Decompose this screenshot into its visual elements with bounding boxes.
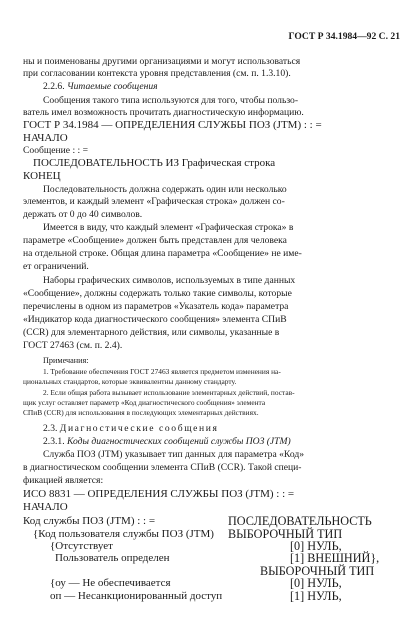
note-line: 2. Если общая работа вызывает использование элементарных действий, постав- bbox=[43, 388, 295, 397]
notes-title: Примечания: bbox=[43, 356, 89, 365]
code-right: [1] НУЛЬ, bbox=[290, 589, 342, 603]
section-heading-2-3 bbox=[43, 424, 219, 434]
text-line: перечислены в одном из параметров «Указатель кода» параметра bbox=[23, 301, 289, 312]
asn-line: КОНЕЦ bbox=[23, 170, 61, 182]
note-line: щик услуг оставляет параметр «Код диагностического сообщения» элемента bbox=[23, 398, 266, 407]
text-line: (CCR) для элементарного действия, или символы, указанные в bbox=[23, 327, 280, 338]
text-line: фикацией является: bbox=[23, 475, 104, 486]
code-left: оп — Несанкционированный доступ bbox=[50, 590, 223, 602]
text-line: на отдельной строке. Общая длина параметра «Сообщение» не име- bbox=[23, 248, 302, 259]
section-number: 2.3.1. bbox=[43, 436, 65, 447]
code-right: ВЫБОРОЧНЫЙ ТИП bbox=[228, 527, 343, 541]
text-line: ны и поименованы другими организациями и могут использоваться bbox=[23, 56, 301, 67]
code-right: [0] НУЛЬ, bbox=[290, 576, 342, 590]
code-left: {оу — Не обеспечивается bbox=[50, 577, 171, 589]
text-line: при согласовании контекста уровня представления (см. п. 1.3.10). bbox=[23, 68, 291, 79]
note-line: циональных стандартов, которые эквивалентны данному стандарту. bbox=[23, 377, 237, 386]
text-line: в диагностическом сообщении элемента СПиВ (CCR). Такой специ- bbox=[23, 462, 302, 473]
section-number: 2.2.6. bbox=[43, 81, 65, 92]
running-header: ГОСТ Р 34.1984—92 С. 21 bbox=[288, 31, 400, 42]
note-line: 1. Требование обеспечения ГОСТ 27463 является предметом изменения на- bbox=[43, 367, 281, 376]
code-left: {Код пользователя службы ПОЗ (JTM) bbox=[33, 528, 214, 540]
code-right: ВЫБОРОЧНЫЙ ТИП bbox=[260, 564, 375, 578]
asn-line: Сообщение : : = bbox=[23, 145, 88, 156]
text-line: ватель имел возможность прочитать диагностическую информацию. bbox=[23, 107, 304, 118]
code-left: Пользователь определен bbox=[55, 552, 170, 564]
code-right: [1] ВНЕШНИЙ}, bbox=[290, 551, 380, 565]
asn-line: ГОСТ Р 34.1984 — ОПРЕДЕЛЕНИЯ СЛУЖБЫ ПОЗ (JTM) : : = bbox=[23, 119, 322, 131]
code-left: Код службы ПОЗ (JTM) : : = bbox=[23, 515, 156, 527]
subsection-heading-2-2-6 bbox=[43, 82, 158, 92]
section-title: Коды диагностических сообщений службы ПОЗ (JTM) bbox=[67, 436, 291, 447]
text-line: элементов, и каждый элемент «Графическая строка» должен со- bbox=[23, 196, 285, 207]
text-line: Имеется в виду, что каждый элемент «Графическая строка» в bbox=[43, 222, 294, 233]
section-title: Читаемые сообщения bbox=[67, 81, 158, 92]
note-line: СПиВ (CCR) для использования в последующих элементарных действиях. bbox=[23, 408, 259, 417]
asn-line: НАЧАЛО bbox=[23, 501, 68, 513]
code-left: {Отсутствует bbox=[50, 540, 113, 552]
text-line: «Индикатор кода диагностического сообщения» элемента СПиВ bbox=[23, 314, 287, 325]
text-line: ет ограничений. bbox=[23, 261, 89, 272]
code-right: ПОСЛЕДОВАТЕЛЬНОСТЬ bbox=[228, 514, 372, 528]
code-right: [0] НУЛЬ, bbox=[290, 539, 342, 553]
text-line: Служба ПОЗ (JTM) указывает тип данных для параметра «Код» bbox=[43, 449, 305, 460]
text-line: Сообщения такого типа используются для того, чтобы пользо- bbox=[43, 95, 299, 106]
text-line: ГОСТ 27463 (см. п. 2.4). bbox=[23, 340, 123, 351]
section-number: 2.3. bbox=[43, 423, 58, 434]
text-line: Наборы графических символов, используемых в типе данных bbox=[43, 275, 296, 286]
asn-line: ИСО 8831 — ОПРЕДЕЛЕНИЯ СЛУЖБЫ ПОЗ (JTM) : : = bbox=[23, 488, 295, 500]
text-line: параметре «Сообщение» должен быть представлен для человека bbox=[23, 235, 287, 246]
asn-line: НАЧАЛО bbox=[23, 132, 68, 144]
text-line: Последовательность должна содержать один или несколько bbox=[43, 184, 287, 195]
text-line: «Сообщение», должны содержать только такие символы, которые bbox=[23, 288, 292, 299]
asn-line: ПОСЛЕДОВАТЕЛЬНОСТЬ ИЗ Графическая строка bbox=[33, 157, 276, 169]
section-title: Диагностические сообщения bbox=[59, 423, 219, 434]
text-line: держать от 0 до 40 символов. bbox=[23, 209, 143, 220]
subsection-heading-2-3-1 bbox=[43, 437, 291, 447]
